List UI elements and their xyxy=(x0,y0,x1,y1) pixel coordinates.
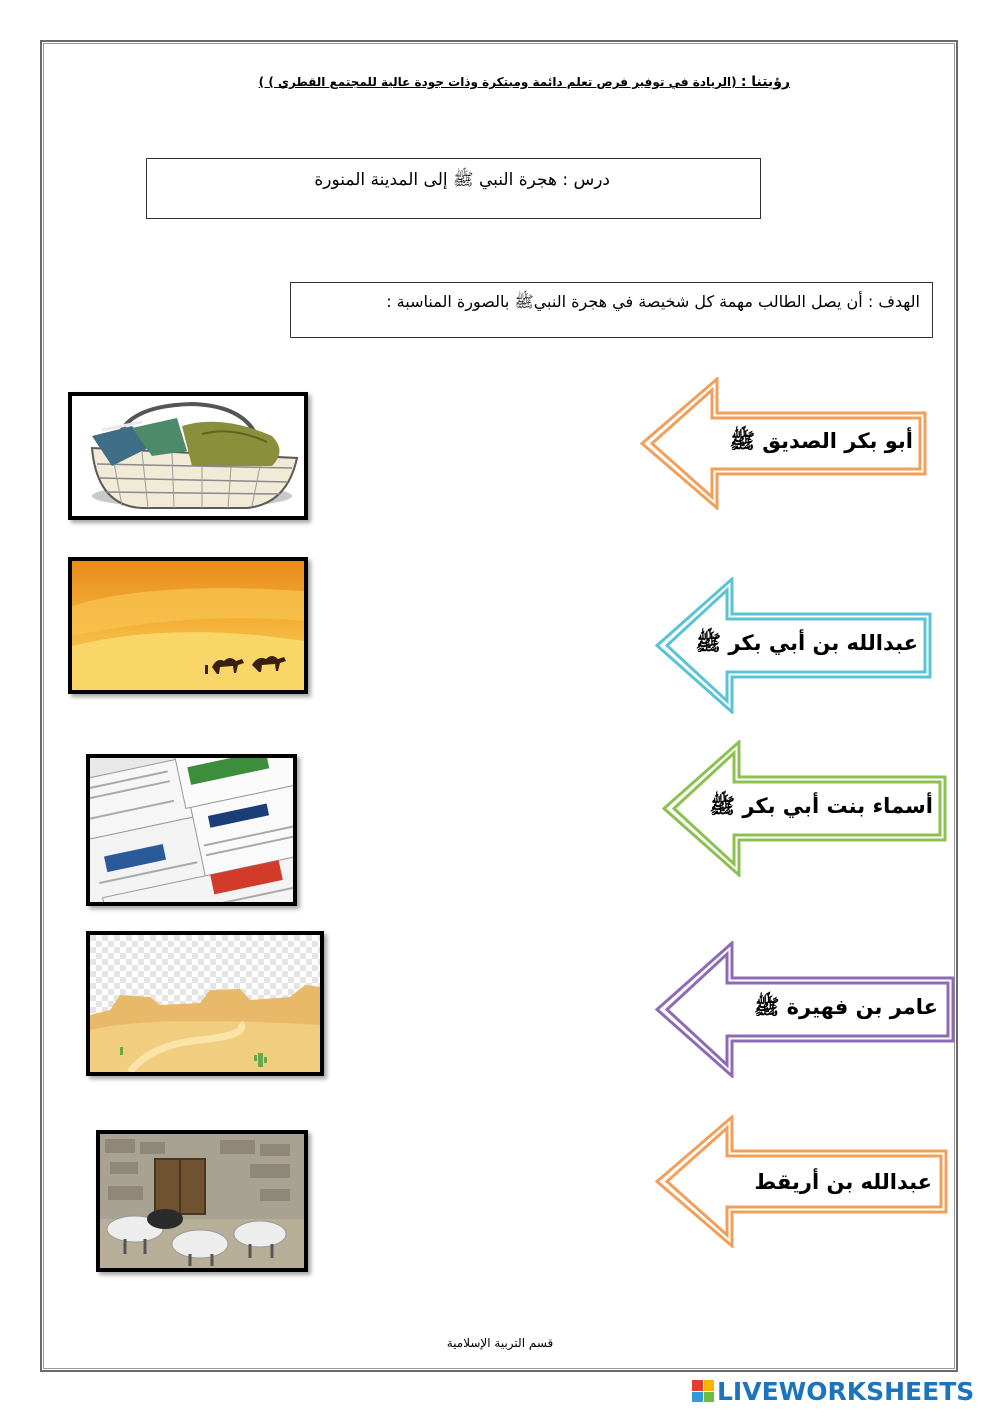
desert-camels-image[interactable] xyxy=(68,557,308,694)
vision-statement xyxy=(258,74,790,90)
basket-of-food-image[interactable] xyxy=(68,392,308,520)
goal-box xyxy=(290,282,933,338)
arrow-amir-bin-fuhayra[interactable] xyxy=(655,941,956,1078)
arrow-asma-bint-abi-bakr[interactable] xyxy=(662,740,948,877)
newspapers-image[interactable] xyxy=(86,754,297,906)
arrow-abdullah-bin-abi-bakr[interactable] xyxy=(655,577,933,714)
vision-text: (الريادة في توفير فرص تعلم دائمة ومبتكرة وذات جودة عالية للمجتمع القطري ) ) xyxy=(258,75,737,89)
arrow-label-abdullah-bin-urayqit: عبدالله بن أريقط xyxy=(754,1169,932,1194)
desert-road-image[interactable] xyxy=(86,931,324,1076)
arrow-abdullah-bin-urayqit[interactable] xyxy=(655,1115,949,1248)
arrow-label-abdullah-bin-abi-bakr: عبدالله بن أبي بكر ﷺ xyxy=(695,631,918,655)
footer-department: قسم التربية الإسلامية xyxy=(446,1336,554,1350)
arrow-label-amir-bin-fuhayra: عامر بن فهيرة ﷺ xyxy=(753,995,938,1019)
goats-image[interactable] xyxy=(96,1130,308,1272)
vision-label: رؤيتنا : xyxy=(740,74,790,90)
arrow-label-abu-bakr: أبو بكر الصديق ﷺ xyxy=(729,429,913,453)
liveworksheets-logo-icon xyxy=(692,1380,714,1402)
arrow-abu-bakr[interactable] xyxy=(640,377,928,510)
liveworksheets-brand[interactable] xyxy=(692,1376,974,1406)
brand-text: LIVEWORKSHEETS xyxy=(717,1376,975,1406)
lesson-title: درس : هجرة النبي ﷺ إلى المدينة المنورة xyxy=(314,170,610,190)
goal-text: الهدف : أن يصل الطالب مهمة كل شخيصة في هجرة النبيﷺ بالصورة المناسبة : xyxy=(386,292,920,311)
lesson-title-box xyxy=(146,158,761,219)
arrow-label-asma-bint-abi-bakr: أسماء بنت أبي بكر ﷺ xyxy=(709,794,933,818)
